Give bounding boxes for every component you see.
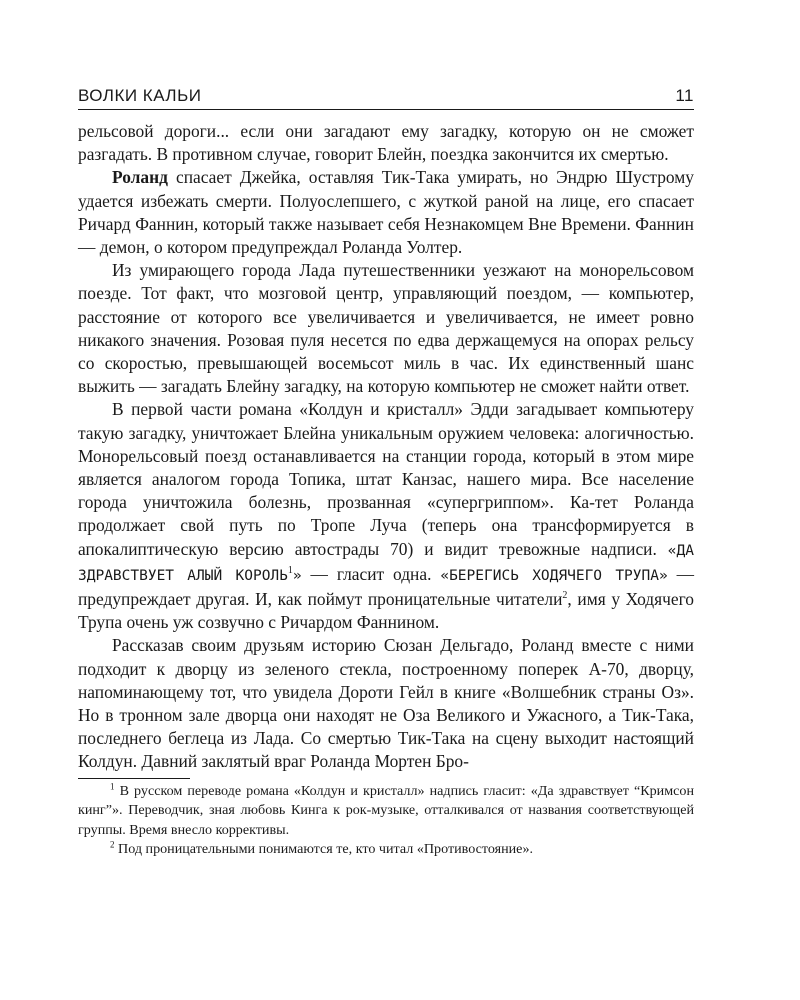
footnotes xyxy=(78,782,694,860)
footnote-text: Под проницательными понимаются те, кто читал «Противостояние». xyxy=(118,840,534,857)
paragraph xyxy=(78,634,694,773)
sign-text-1: «ДА ЗДРАВСТВУЕТ АЛЫЙ КОРОЛЬ xyxy=(78,542,694,584)
sign-text-2: «БЕРЕГИСЬ ХОДЯЧЕГО ТРУПА» xyxy=(440,567,668,584)
book-title: ВОЛКИ КАЛЬИ xyxy=(78,86,202,105)
paragraph-text: — предупреждает другая. И, как поймут проницательные читатели xyxy=(78,563,694,610)
paragraph xyxy=(78,120,694,166)
paragraph-text: — гласит одна. xyxy=(301,563,441,584)
paragraph-text: Из умирающего города Лада путешественники уезжают на монорельсовом поезде. Тот факт, что мозговой центр, управляющий поездом, — компьютер, расстояние от которого все увеличивается и увеличивается, не имеет ровно никакого значения. Розовая пуля несется по едва держащемуся на опорах рельсу со скоростью, превышающей восемьсот миль в час. Их единственный шанс выжить — загадать Блейну загадку, на которую компьютер не сможет найти ответ. xyxy=(78,260,694,397)
paragraph-text: В первой части романа «Колдун и кристалл» Эдди загадывает компьютеру такую загадку, уничтожает Блейна уникальным оружием человека: алогичностью. Монорельсовый поезд останавливается на станции города, который в этом мире является аналогом города Топика, штат Канзас, нашего мира. Все население города уничтожила болезнь, прозванная «супергриппом». Ка-тет Роланда продолжает свой путь по Тропе Луча (теперь она трансформируется в апокалиптическую версию автострады 70) и видит тревожные надписи. xyxy=(78,399,694,559)
footnote xyxy=(78,840,694,859)
footnote-mark: 2 xyxy=(110,839,115,850)
page-number: 11 xyxy=(675,86,694,105)
paragraph xyxy=(78,398,694,634)
paragraph-text: рельсовой дороги... если они загадают ему загадку, которую он не сможет разгадать. В противном случае, говорит Блейн, поездка закончится их смертью. xyxy=(78,121,694,165)
footnote-ref-2[interactable]: 2 xyxy=(562,590,568,602)
paragraph xyxy=(78,166,694,259)
running-header xyxy=(78,86,694,110)
paragraph-text: Рассказав своим друзьям историю Сюзан Дельгадо, Роланд вместе с ними подходит к дворцу из зеленого стекла, построенному поперек А-70, дворцу, напоминающему тот, что увидела Дороти Гейл в книге «Волшебник страны Оз». Но в тронном зале дворца они находят не Оза Великого и Ужасного, а Тик-Така, последнего беглеца из Лада. Со смертью Тик-Така на сцену выходит настоящий Колдун. Давний заклятый враг Роланда Мортен Бро- xyxy=(78,635,694,772)
footnote-ref-1[interactable]: 1 xyxy=(287,565,293,577)
paragraph xyxy=(78,259,694,398)
sign-text-1-close: » xyxy=(292,567,302,584)
footnote-divider xyxy=(78,778,190,779)
footnote-text: В русском переводе романа «Колдун и кристалл» надпись гласит: «Да здравствует “Кримсон кинг”». Переводчик, зная любовь Кинга к рок-музыке, отталкивался от названия соответствующей группы. Время внесло коррективы. xyxy=(78,782,694,838)
footnote-mark: 1 xyxy=(110,781,115,791)
footnote xyxy=(78,782,694,840)
body-text xyxy=(78,120,694,774)
book-page xyxy=(78,86,694,859)
paragraph-text: , имя у Ходячего Трупа очень уж созвучно с Ричардом Фаннином. xyxy=(78,589,695,633)
paragraph-text: спасает Джейка, оставляя Тик-Така умирать, но Эндрю Шустрому удается избежать смерти. Полуослепшего, с жуткой раной на лице, его спасает Ричард Фаннин, который также называет себя Незнакомцем Вне Времени. Фаннин — демон, о котором предупреждал Роланда Уолтер. xyxy=(78,167,694,258)
bold-name: Роланд xyxy=(112,167,168,188)
